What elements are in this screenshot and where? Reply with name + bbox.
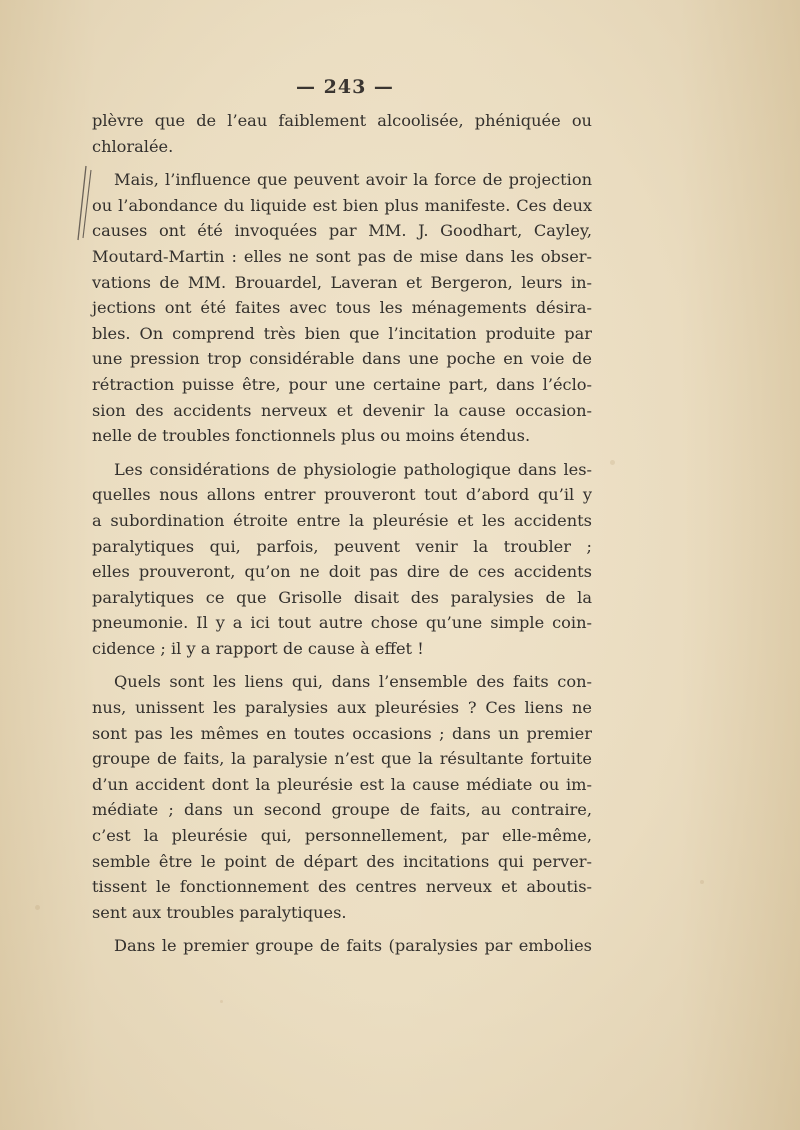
text-line: Moutard-Martin : elles ne sont pas de mise dans les obser-: [92, 246, 592, 266]
text-line: cidence ; il y a rapport de cause à effet !: [92, 638, 424, 658]
body-text: [92, 108, 592, 959]
text-line: rétraction puisse être, pour une certaine part, dans l’éclo-: [92, 374, 592, 394]
text-line: médiate ; dans un second groupe de faits, au contraire,: [92, 800, 592, 820]
foxing-spot: [610, 460, 615, 465]
paragraph-gap: [92, 661, 592, 669]
page-number: — 243 —: [296, 76, 394, 98]
text-line: tissent le fonctionnement des centres nerveux et aboutis-: [92, 877, 592, 897]
text-line: chloralée.: [92, 136, 174, 156]
text-line: semble être le point de départ des incitations qui perver-: [92, 851, 592, 871]
paragraph-gap: [92, 449, 592, 457]
text-line: d’un accident dont la pleurésie est la cause médiate ou im-: [92, 774, 592, 794]
paragraph-gap: [92, 159, 592, 167]
text-line: vations de MM. Brouardel, Laveran et Bergeron, leurs in-: [92, 272, 592, 292]
foxing-spot: [35, 905, 40, 910]
text-line: sent aux troubles paralytiques.: [92, 902, 347, 922]
text-line: groupe de faits, la paralysie n’est que la résultante fortuite: [92, 749, 592, 769]
text-line: sont pas les mêmes en toutes occasions ; dans un premier: [92, 723, 592, 743]
foxing-spot: [220, 1000, 223, 1003]
text-line: c’est la pleurésie qui, personnellement, par elle-même,: [92, 826, 592, 846]
text-line: paralytiques ce que Grisolle disait des paralysies de la: [92, 587, 592, 607]
text-line: Les considérations de physiologie pathologique dans les-: [114, 459, 592, 479]
text-line: nus, unissent les paralysies aux pleurésies ? Ces liens ne: [92, 698, 592, 718]
foxing-spot: [700, 880, 704, 884]
text-line: nelle de troubles fonctionnels plus ou moins étendus.: [92, 426, 531, 446]
text-line: Mais, l’influence que peuvent avoir la force de projection: [114, 170, 592, 190]
text-line: bles. On comprend très bien que l’incitation produite par: [92, 323, 592, 343]
text-line: une pression trop considérable dans une poche en voie de: [92, 349, 592, 369]
paragraph-gap: [92, 925, 592, 933]
text-line: jections ont été faites avec tous les ménagements désira-: [92, 298, 592, 318]
text-line: pneumonie. Il y a ici tout autre chose qu’une simple coin-: [92, 613, 592, 633]
text-line: elles prouveront, qu’on ne doit pas dire de ces accidents: [92, 562, 592, 582]
text-line: sion des accidents nerveux et devenir la cause occasion-: [92, 400, 592, 420]
text-line: plèvre que de l’eau faiblement alcoolisée, phéniquée ou: [92, 111, 592, 130]
text-line: quelles nous allons entrer prouveront tout d’abord qu’il y: [92, 485, 592, 505]
text-line: paralytiques qui, parfois, peuvent venir la troubler ;: [92, 536, 592, 556]
text-line: a subordination étroite entre la pleurésie et les accidents: [92, 510, 592, 530]
text-line: ou l’abondance du liquide est bien plus manifeste. Ces deux: [92, 195, 592, 215]
text-line: causes ont été invoquées par MM. J. Goodhart, Cayley,: [92, 221, 592, 241]
text-line: Dans le premier groupe de faits (paralysies par embolies: [114, 936, 592, 956]
text-line: Quels sont les liens qui, dans l’ensemble des faits con-: [114, 672, 592, 692]
